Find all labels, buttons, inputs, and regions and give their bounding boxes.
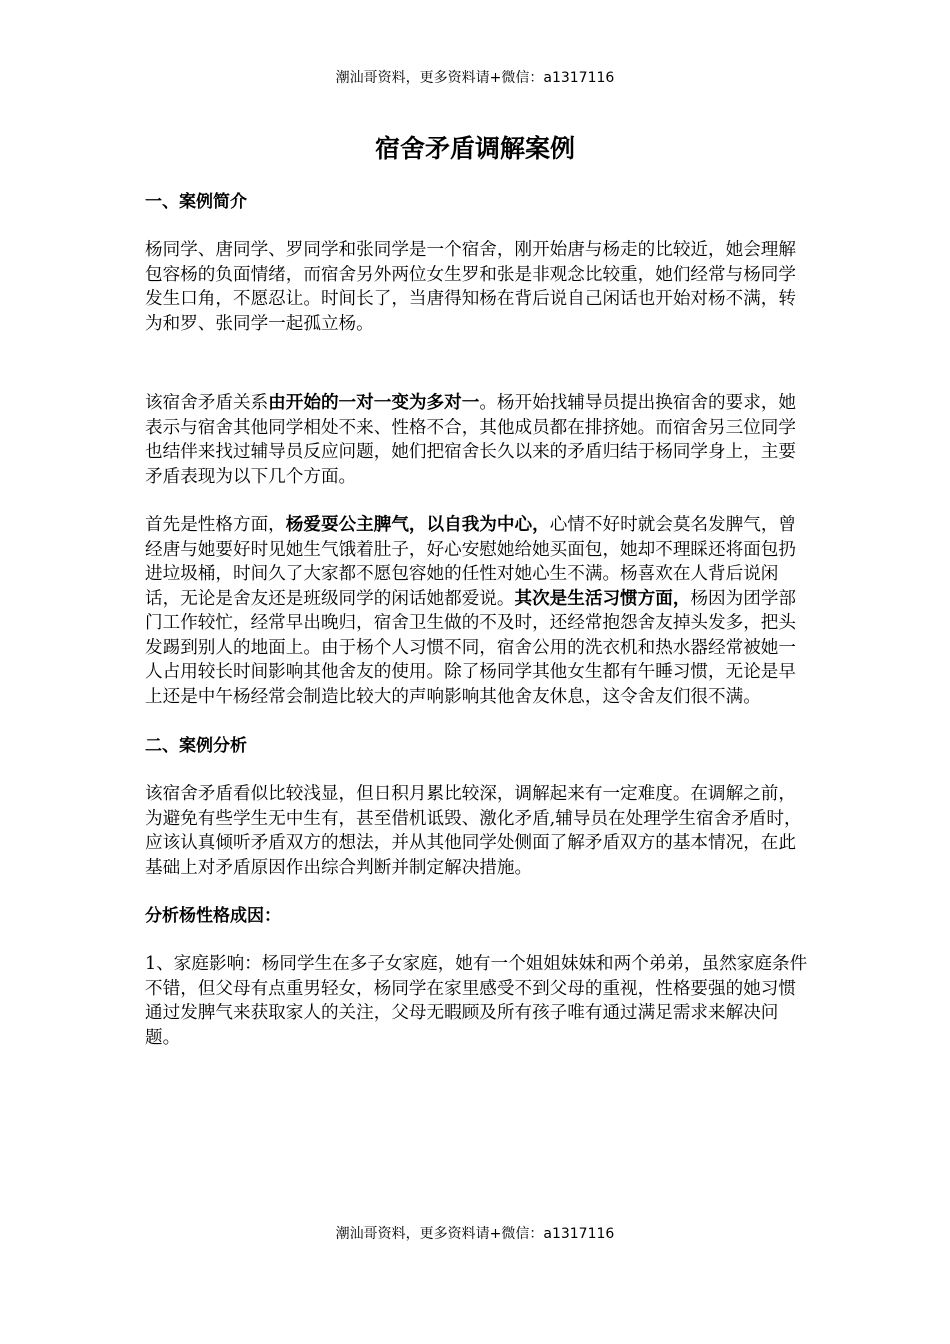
paragraph-text: 。杨开始找辅导员提出换宿舍的要求，她表示与宿舍其他同学相处不来、性格不合，其他成员都在排挤她。而宿舍另三位同学也结伴来找过辅导员反应问题，她们把宿舍长久以来的矛盾归结于杨同学身上，主要矛盾表现为以下几个方面。 xyxy=(145,393,797,487)
emphasis-text: 其次是生活习惯方面， xyxy=(514,588,691,609)
paragraph-text: 该宿舍矛盾关系 xyxy=(145,393,269,413)
page-footer: 潮汕哥资料，更多资料请+微信：a1317116 xyxy=(335,1226,615,1242)
paragraph-text: 心情不好时就会莫名发脾气，曾经唐与她要好时见她生气饿着肚子，好心安慰她给她买面包，她却不理睬还将面包扔进垃圾桶，时间久了大家都不愿包容她的任性对她心生不满。杨喜欢在人背后说闲话，无论是舍友还是班级同学的闲话她都爱说。 xyxy=(145,515,797,609)
section-heading-intro: 一、案例简介 xyxy=(145,192,247,212)
emphasis-text: 由开始的一对一变为多对一 xyxy=(268,393,480,413)
paragraph-text: 杨因为团学部门工作较忙，经常早出晚归，宿舍卫生做的不及时，还经常抱怨舍友掉头发多，把头发踢到别人的地面上。由于杨个人习惯不同，宿舍公用的洗衣机和热水器经常被她一人占用较长时间影响其他舍友的使用。除了杨同学其他女生都有午睡习惯，无论是早上还是中午杨经常会制造比较大的声响影响其他舍友休息，这令舍友们很不满。 xyxy=(145,588,797,707)
paragraph-family: 1、家庭影响：杨同学生在多子女家庭，她有一个姐姐妹妹和两个弟弟，虽然家庭条件不错，但父母有点重男轻女，杨同学在家里感受不到父母的重视，性格要强的她习惯通过发脾气来获取家人的关注，父母无暇顾及所有孩子唯有通过满足需求来解决问题。 xyxy=(145,954,808,1048)
paragraph-intro: 杨同学、唐同学、罗同学和张同学是一个宿舍，刚开始唐与杨走的比较近，她会理解包容杨的负面情绪，而宿舍另外两位女生罗和张是非观念比较重，她们经常与杨同学发生口角，不愿忍让。时间长了，当唐得知杨在背后说自己闲话也开始对杨不满，转为和罗、张同学一起孤立杨。 xyxy=(145,240,796,334)
paragraph-analysis: 该宿舍矛盾看似比较浅显，但日积月累比较深，调解起来有一定难度。在调解之前，为避免有些学生无中生有，甚至借机诋毁、激化矛盾,辅导员在处理学生宿舍矛盾时，应该认真倾听矛盾双方的想法，并从其他同学处侧面了解矛盾双方的基本情况，在此基础上对矛盾原因作出综合判断并制定解决措施。 xyxy=(145,784,802,878)
section-heading-analysis: 二、案例分析 xyxy=(145,736,247,756)
paragraph-conflict xyxy=(145,391,810,489)
paragraph-text: 首先是性格方面， xyxy=(145,515,286,535)
document-body xyxy=(145,190,810,1050)
subheading-causes: 分析杨性格成因： xyxy=(145,906,281,926)
document-title: 宿舍矛盾调解案例 xyxy=(374,134,575,163)
paragraph-details xyxy=(145,513,810,709)
emphasis-text: 杨爱耍公主脾气，以自我为中心， xyxy=(285,515,550,535)
page-header: 潮汕哥资料，更多资料请+微信：a1317116 xyxy=(335,70,615,86)
